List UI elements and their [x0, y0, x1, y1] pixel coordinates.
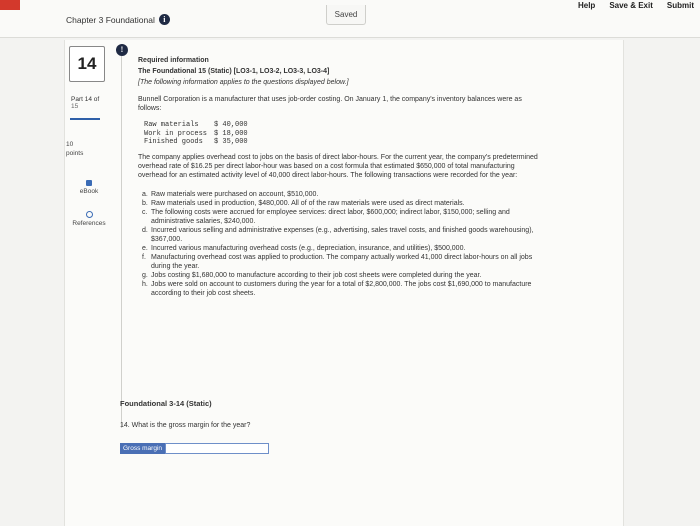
- saved-indicator: Saved: [326, 5, 366, 25]
- list-item: [142, 253, 538, 271]
- info-note: [The following information applies to the questions displayed below.]: [138, 79, 349, 86]
- table-row: [144, 138, 538, 147]
- help-button[interactable]: Help: [577, 1, 596, 10]
- item-letter: g.: [142, 271, 148, 279]
- item-letter: c.: [142, 208, 148, 216]
- inventory-label: Raw materials: [144, 121, 199, 129]
- item-letter: h.: [142, 280, 148, 288]
- save-exit-button[interactable]: Save & Exit: [609, 1, 653, 10]
- list-item: [142, 226, 538, 244]
- gross-margin-label: Gross margin: [120, 443, 165, 454]
- item-letter: a.: [142, 190, 148, 198]
- inventory-value: $ 40,000: [214, 121, 248, 129]
- references-label: References: [72, 220, 106, 227]
- inventory-table: [144, 121, 538, 147]
- item-text: Incurred various manufacturing overhead costs (e.g., depreciation, insurance, and utilities), $500,000.: [151, 244, 466, 252]
- foundational-title: The Foundational 15 (Static) [LO3-1, LO3-2, LO3-3, LO3-4]: [138, 68, 330, 75]
- points-info: [66, 140, 83, 158]
- item-text: Raw materials used in production, $480,000. All of of the raw materials were used as direct materials.: [151, 199, 465, 207]
- item-text: Jobs costing $1,680,000 to manufacture according to their job cost sheets were completed during the year.: [151, 271, 482, 279]
- chapter-label: Chapter 3 Foundational: [66, 14, 155, 25]
- references-icon: [86, 211, 93, 218]
- item-letter: e.: [142, 244, 148, 252]
- item-text: The following costs were accrued for employee services: direct labor, $600,000; indirect labor, $150,000; selling and administrative salaries, $240,000.: [151, 208, 510, 225]
- submit-button[interactable]: Submit: [666, 1, 694, 10]
- points-value: 10: [66, 141, 74, 148]
- required-heading: Required information: [138, 57, 209, 64]
- question-text: 14. What is the gross margin for the year?: [120, 422, 251, 429]
- item-letter: b.: [142, 199, 148, 207]
- question-content: [138, 56, 538, 298]
- alert-badge-icon: !: [116, 44, 128, 56]
- ebook-link[interactable]: [74, 180, 104, 195]
- gross-margin-input[interactable]: [165, 443, 269, 454]
- list-item: [142, 199, 538, 208]
- chapter-title[interactable]: [66, 14, 170, 25]
- list-item: [142, 271, 538, 280]
- info-icon[interactable]: i: [159, 14, 170, 25]
- app-logo-corner: [0, 0, 20, 10]
- points-label: points: [66, 150, 84, 157]
- list-item: [142, 190, 538, 199]
- item-text: Jobs were sold on account to customers during the year for a total of $2,800,000. The jobs cost $1,690,000 to manufacture according to their job cost sheets.: [151, 280, 532, 297]
- part-progress-bar: [70, 118, 100, 120]
- item-letter: f.: [142, 253, 146, 261]
- list-item: [142, 208, 538, 226]
- top-actions: [578, 0, 694, 10]
- item-text: Manufacturing overhead cost was applied to production. The company actually worked 41,000 direct labor-hours on all jobs during the year.: [151, 253, 533, 270]
- references-link[interactable]: [66, 211, 112, 227]
- intro-text: Bunnell Corporation is a manufacturer that uses job-order costing. On January 1, the company's inventory balances were as follows:: [138, 96, 522, 112]
- table-row: [144, 130, 538, 139]
- list-item: [142, 244, 538, 253]
- list-item: [142, 280, 538, 298]
- ebook-label: eBook: [79, 188, 99, 195]
- question-number: 14: [69, 46, 105, 82]
- item-text: Raw materials were purchased on account, $510,000.: [151, 190, 319, 198]
- item-text: Incurred various selling and administrative expenses (e.g., advertising, sales travel costs, and finished goods warehousing), $367,000.: [151, 226, 534, 243]
- part-label: Part 14 of: [71, 96, 100, 103]
- question-title: Foundational 3-14 (Static): [120, 399, 212, 408]
- item-letter: d.: [142, 226, 148, 234]
- inventory-value: $ 35,000: [214, 138, 248, 146]
- table-row: [144, 121, 538, 130]
- transaction-list: [142, 190, 538, 298]
- top-bar: [0, 0, 700, 38]
- answer-row: [120, 443, 269, 454]
- divider: [121, 56, 122, 428]
- inventory-label: Work in process: [144, 129, 208, 138]
- inventory-value: $ 18,000: [214, 129, 248, 138]
- part-total: 15: [71, 103, 79, 110]
- inventory-label: Finished goods: [144, 138, 203, 146]
- overhead-text: The company applies overhead cost to jobs on the basis of direct labor-hours. For the current year, the company's predetermined overhead rate of $16.25 per direct labor-hour was based on a cost formula that estimated $650,000 of total manufacturing overhead for an estimated activity level of 40,000 direct labor-hours. The following transactions were recorded for the year:: [138, 153, 538, 179]
- book-icon: [86, 180, 92, 186]
- part-indicator: [71, 96, 99, 110]
